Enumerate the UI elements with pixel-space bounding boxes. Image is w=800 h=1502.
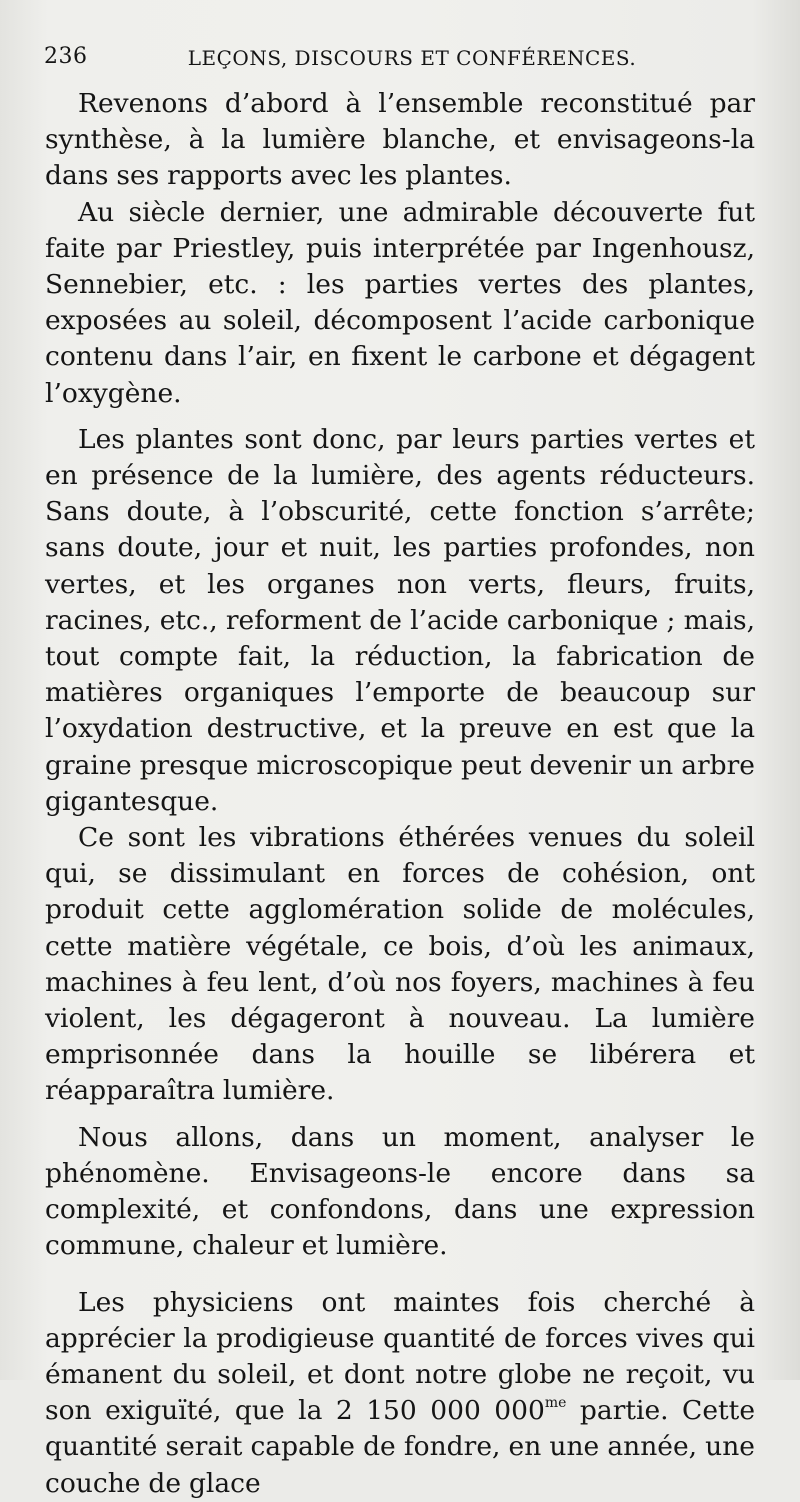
ordinal-superscript: me xyxy=(544,1395,567,1412)
paragraph-synthese: Revenons d’abord à l’ensemble reconstitué par synthèse, à la lumière blanche, et envisageons-la dans ses rapports avec les plantes. xyxy=(45,88,755,192)
body-text xyxy=(45,86,755,1502)
running-title: LEÇONS, DISCOURS ET CONFÉRENCES. xyxy=(187,46,637,70)
paragraph-plantes-reducteurs: Les plantes sont donc, par leurs parties vertes et en présence de la lumière, des agents réducteurs. Sans doute, à l’obscurité, cette fonction s’arrête; sans doute, jour et nuit, les parties profondes, non vertes, et les organes non verts, fleurs, fruits, racines, etc., reforment de l’acide carbonique ; mais, tout compte fait, la réduction, la fabrication de matières organiques l’emporte de beaucoup sur l’oxydation destructive, et la preuve en est que la graine presque microscopique peut devenir un arbre gigantesque. xyxy=(45,423,755,817)
paragraph-vibrations: Ce sont les vibrations éthérées venues du soleil qui, se dissimulant en forces de cohésion, ont produit cette agglomération solide de molécules, cette matière végétale, ce bois, d’où les animaux, machines à feu lent, d’où nos foyers, machines à feu violent, les dégageront à nouveau. La lumière emprisonnée dans la houille se libérera et réapparaîtra lumière. xyxy=(45,822,755,1107)
page-number: 236 xyxy=(44,44,88,69)
paragraph-priestley: Au siècle dernier, une admirable découverte fut faite par Priestley, puis interprétée par Ingenhousz, Sennebier, etc. : les parties vertes des plantes, exposées au soleil, décomposent l’acide carbonique contenu dans l’air, en fixent le carbone et dégagent l’oxygène. xyxy=(45,196,755,409)
paragraph-physiciens-end: partie. Cette quantité serait capable de fondre, en une année, une couche de glace xyxy=(45,1395,755,1499)
paragraph-physiciens xyxy=(45,1285,755,1502)
paragraph-physiciens-start: Les physiciens ont maintes fois cherché à apprécier la prodigieuse quantité de forces vives qui émanent du soleil, et dont notre globe ne reçoit, vu son exiguïté, que la 2 150 000 000 xyxy=(45,1286,755,1427)
page-header xyxy=(44,44,750,74)
paragraph-phenomene: Nous allons, dans un moment, analyser le phénomène. Envisageons-le encore dans sa complexité, et confondons, dans une expression commune, chaleur et lumière. xyxy=(45,1121,755,1262)
